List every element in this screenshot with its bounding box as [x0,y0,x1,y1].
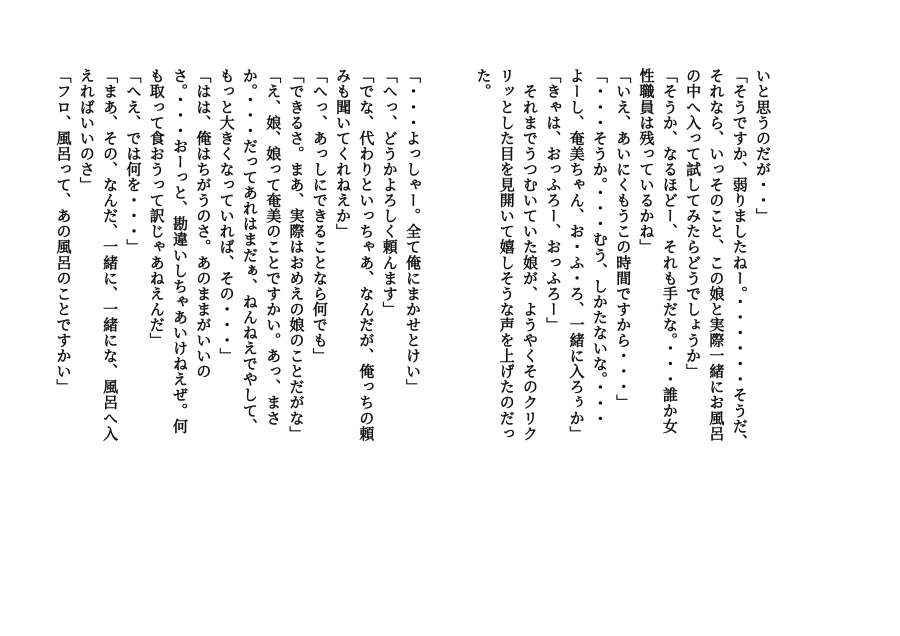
text-line: 「へっ、どうかよろしく頼んます」 [380,68,399,317]
text-line: 「はは、俺はちがうのさ。あのままがいいの [194,68,213,379]
text-line: の中へ入って試してみたらどうでしょうか」 [684,68,703,379]
text-line: 「でな、代わりといっちゃあ、なんだが、俺っちの頼 [357,68,376,442]
text-line: えればいいのさ」 [77,68,96,193]
text-line: よーし、奄美ちゃん、お・ふ・ろ、一緒に入ろぅか」 [567,68,586,442]
text-line: みも聞いてくれねえか」 [334,68,353,240]
text-line: 「そうですか、弱りましたねー。・・・・・・そうだ、 [730,68,749,450]
text-line: 「え、娘、娘って奄美のことですかい。あっ、まさ [264,68,283,426]
text-line: 「フロ、風呂って、あの風呂のことですかい」 [54,68,73,395]
text-line: いと思うのだが・・」 [754,68,772,224]
text-line: も取って食おうって訳じゃあねえんだ」 [147,68,166,348]
text-line: 「へえ、では何を・・・」 [124,68,143,255]
text-line: リッとした目を見開いて嬉しそうな声を上げたのだっ [497,68,516,442]
text-line: 性職員は残っているかね」 [637,68,656,255]
text-line: もっと大きくなっていれば、その・・・」 [217,68,236,364]
text-line: それまでうつむいていた娘が、ようやくそのクリク [521,68,540,442]
text-line: 「まあ、その、なんだ、一緒に、一緒にな、風呂へ入 [101,68,120,442]
text-line: 「・・・よっしゃー。全て俺にまかせとけい」 [404,68,422,395]
text-line: か。・・・だってあれはまだぁ、ねんねえでやして、 [240,68,259,434]
text-line: 「いえ、あいにくもうこの時間ですから・・・」 [614,68,633,411]
text-line: さ。・・・おーっと、勘違いしちゃあいけねえぜ。何 [171,68,190,434]
text-line: 「・・・そうか。・・・むう、しかたないな。・・・ [590,68,609,427]
text-line: た。 [474,68,493,100]
text-column-block-left [51,68,424,488]
text-line: それなら、いっそのこと、この娘と実際一緒にお風呂 [707,68,726,442]
text-column-block-right [471,68,774,488]
text-line: 「きゃは、おっふろー、おっふろー」 [544,68,563,333]
text-line: 「できるさ。まあ、実際はおめえの娘のことだがな」 [287,68,306,442]
text-line: 「へっ、あっしにできることなら何でも」 [310,68,329,364]
text-line: 「そうか、なるほどー、それも手だな。・・・誰か女 [660,68,679,434]
